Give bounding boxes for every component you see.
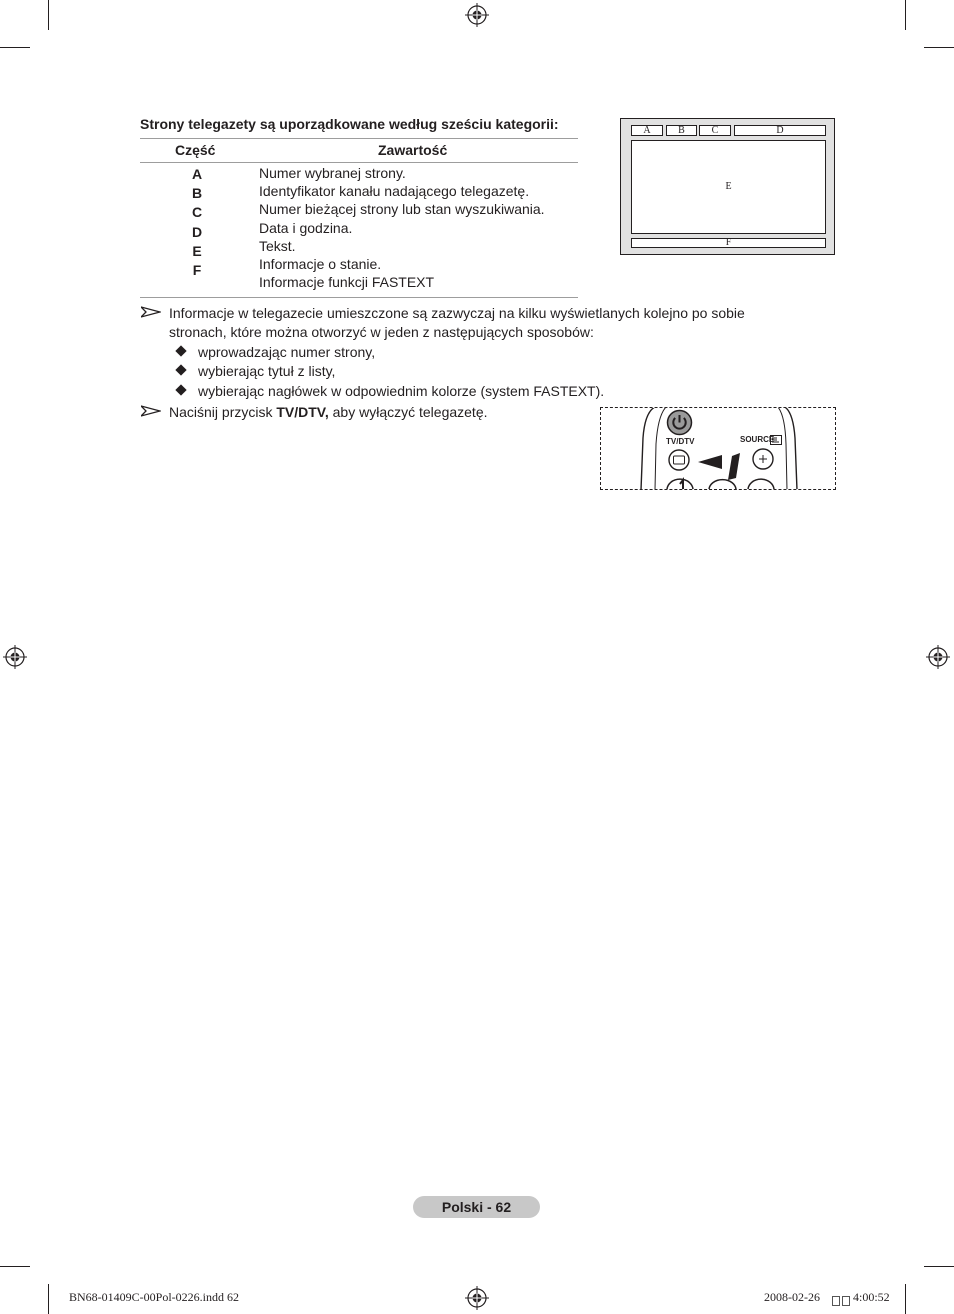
note-arrow-icon — [141, 306, 161, 318]
crop-mark — [924, 1266, 954, 1267]
table-contents-column — [259, 164, 545, 291]
table-header-rule — [140, 162, 578, 163]
crop-mark — [0, 47, 30, 48]
source-button[interactable] — [752, 448, 774, 470]
page-number-label: Polski - 62 — [413, 1196, 540, 1218]
screen-region-e: E — [631, 140, 826, 234]
diamond-bullet-icon — [175, 345, 186, 356]
table-header-content: Zawartość — [378, 142, 448, 158]
source-label: SOURCE — [740, 435, 775, 444]
tvdtv-label: TV/DTV — [666, 437, 695, 446]
note-text-button-name: TV/DTV, — [276, 404, 329, 420]
crop-mark — [905, 0, 906, 30]
note-text-line: stronach, które można otworzyć w jeden z następujących sposobów: — [169, 324, 594, 340]
screen-region-c: C — [699, 125, 731, 136]
table-letter: D — [191, 223, 203, 240]
crop-mark — [924, 47, 954, 48]
table-header-part: Część — [175, 142, 216, 158]
table-letters-column — [188, 165, 206, 280]
print-date: 2008-02-26 — [764, 1290, 820, 1304]
screen-region-b: B — [666, 125, 697, 136]
screen-region-a: A — [631, 125, 663, 136]
source-input-icon — [770, 435, 782, 445]
note-text-prefix: Naciśnij przycisk — [169, 404, 277, 420]
table-content: Tekst. — [259, 237, 296, 254]
note-text-tvdtv — [169, 403, 488, 422]
bullet-item: wybierając tytuł z listy, — [198, 363, 336, 379]
table-content: Identyfikator kanału nadającego telegazetę. — [259, 183, 530, 200]
diamond-bullet-icon — [175, 384, 186, 395]
print-file-name: BN68-01409C-00Pol-0226.indd 62 — [69, 1290, 240, 1304]
crop-mark — [48, 0, 49, 30]
tvdtv-button[interactable] — [668, 449, 690, 471]
registration-mark-icon — [465, 3, 489, 27]
table-content: Data i godzina. — [259, 219, 353, 236]
registration-mark-icon — [465, 1286, 489, 1310]
power-icon — [666, 409, 693, 436]
placeholder-glyph-icon — [832, 1293, 850, 1311]
table-content: Informacje o stanie. — [259, 255, 382, 272]
table-letter: C — [191, 204, 203, 221]
table-content: Numer wybranej strony. — [259, 165, 406, 181]
note-text-suffix: aby wyłączyć telegazetę. — [328, 404, 488, 420]
table-letter: A — [191, 166, 203, 182]
note-text-line: Informacje w telegazecie umieszczone są zazwyczaj na kilku wyświetlanych kolejno po sobie — [169, 305, 745, 321]
table-bottom-rule — [140, 297, 578, 298]
screen-region-f: F — [631, 238, 826, 248]
teletext-screen-diagram — [620, 118, 835, 255]
table-content: Informacje funkcji FASTEXT — [259, 274, 435, 291]
remote-control-illustration — [600, 407, 836, 490]
table-content: Numer bieżącej strony lub stan wyszukiwania. — [259, 201, 545, 218]
table-letter: B — [191, 185, 203, 202]
bullet-item: wybierając nagłówek w odpowiednim kolorze (system FASTEXT). — [198, 383, 605, 399]
print-time: 4:00:52 — [853, 1290, 890, 1304]
table-top-rule — [140, 138, 578, 139]
table-letter: F — [192, 261, 202, 278]
note-arrow-icon — [141, 405, 161, 417]
crop-mark — [0, 1266, 30, 1267]
registration-mark-icon — [926, 645, 950, 669]
section-title: Strony telegazety są uporządkowane według sześciu kategorii: — [140, 116, 559, 132]
diamond-bullet-icon — [175, 364, 186, 375]
crop-mark — [905, 1284, 906, 1314]
screen-region-d: D — [734, 125, 826, 136]
crop-mark — [48, 1284, 49, 1314]
registration-mark-icon — [3, 645, 27, 669]
bullet-item: wprowadzając numer strony, — [198, 344, 376, 360]
table-letter: E — [192, 242, 202, 259]
